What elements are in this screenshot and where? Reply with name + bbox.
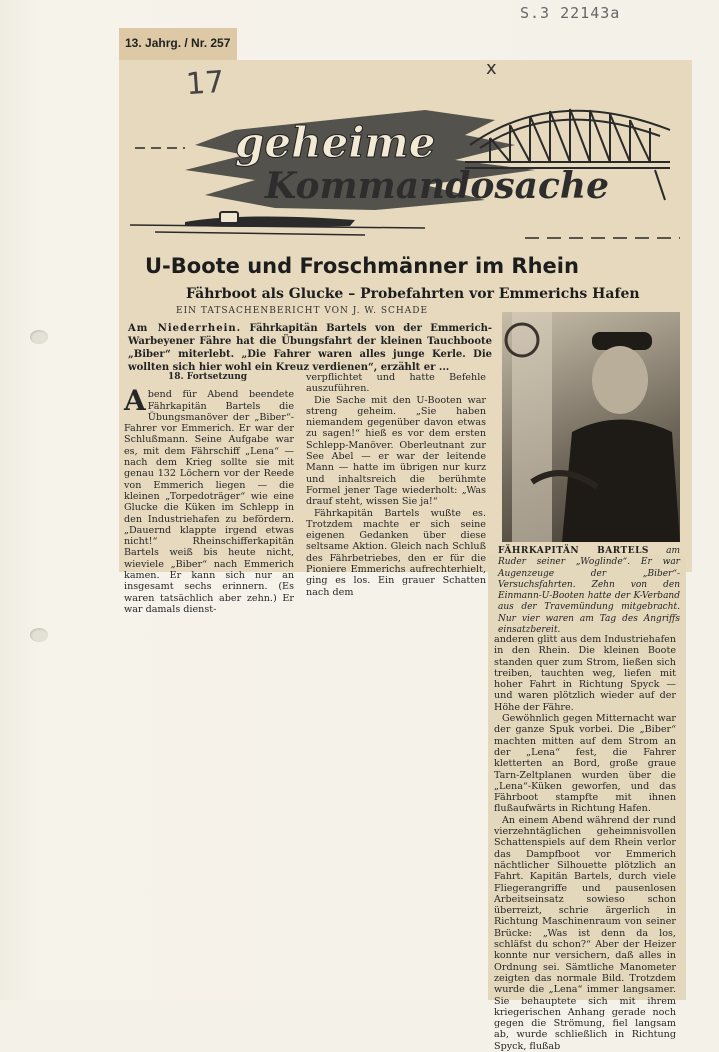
pencil-mark: 17 [184,64,226,103]
archive-number: S.3 22143a [520,4,621,22]
lead-text: Fährkapitän Bartels von der Emmerich-Warbeyener Fähre hat die Übungsfahrt der kleinen Tauchboote „Biber“ miterlebt. „Die Fahrer waren alles junge Kerle. Die wollten sich hier wohl ein Kreuz verdienen“, erzählt er ... [128,323,492,373]
column-1-text: bend für Abend beendete Fährkapitän Bartels die Übungsmanöver der „Biber“-Fahrer vor Emmerich. Er war der Schlußmann. Seine Aufgabe war es, mit dem Fährschiff „Lena“ — nach dem Krieg sollte sie mit genau 132 Löchern vor der Reede von Emmerich liegen — die kleinen „Torpedoträger“ wie eine Glucke die Küken im Schlepp in den Industriehafen zu befördern. „Dauernd klappte irgend etwas nicht!“ Rheinschifferkapitän Bartels weiß bis heute nicht, wieviele „Biber“ nach Emmerich kamen. Er kann sich nur an insgesamt sechs erinnern. (Es waren tatsächlich aber zehn.) Er war damals dienst- [124,389,294,615]
column-3-p1: anderen glitt aus dem Industriehafen in den Rhein. Die kleinen Boote standen quer zum Strom, ließen sich treiben, tauchten weg, liefen mit hoher Fahrt in Richtung Spyck — und waren plötzlich wieder auf der Höhe der Fähre. [494,634,676,713]
issue-number: 13. Jahrg. / Nr. 257 [125,36,231,50]
x-mark: x [486,58,497,79]
report-byline: EIN TATSACHENBERICHT VON J. W. SCHADE [176,306,429,316]
drop-cap: A [124,384,146,418]
punch-hole [30,330,48,344]
article-column-3 [494,634,676,1052]
lead-paragraph [128,322,492,374]
article-column-1 [124,372,294,615]
banner-line-1: geheime [235,118,436,167]
subheadline: Fährboot als Glucke – Probefahrten vor Emmerichs Hafen [186,286,640,302]
caption-lead: FÄHRKAPITÄN BARTELS [498,546,649,556]
column-2-p1: verpflichtet und hatte Befehle auszuführen. [306,372,486,395]
banner-line-2: Kommandosache [265,165,609,207]
submarine-icon [185,212,355,227]
headline: U-Boote und Froschmänner im Rhein [145,254,579,278]
column-3-p2: Gewöhnlich gegen Mitternacht war der ganze Spuk vorbei. Die „Biber“ machten mitten auf dem Strom an der „Lena“ fest, die Fahrer kletterten an Bord, große graue Tarn-Zeltplanen wurden über die „Lena“-Küken geworfen, und das Fährboot stampfte mit ihnen flußaufwärts in Richtung Hafen. [494,713,676,815]
article-column-2 [306,372,486,598]
captain-photo [502,312,680,542]
column-2-p2: Die Sache mit den U-Booten war streng geheim. „Sie haben niemandem gegenüber davon etwas zu sagen!“ hieß es vor dem ersten Schlepp-Manöver. Oberleutnant zur See Abel — er war der leitende Mann — hatte im übrigen nur kurz und inhaltsreich die berühmte Formel jener Tage wiederholt: „Was drauf steht, wissen Sie ja!“ [306,394,486,508]
captain-silhouette-icon [502,312,680,542]
punch-hole [30,628,48,642]
caption-text: am Ruder seiner „Woglinde“. Er war Augenzeuge der „Biber“-Versuchsfahrten. Zehn von den Einmann-U-Booten hatte der K-Verband aus der Travemündung mitgebracht. Nur vier waren am Tag des Angriffs einsatzbereit. [498,546,681,636]
banner-title [225,118,635,207]
lead-dateline: Am Niederrhein. [128,323,242,334]
continuation-label: 18. Fortsetzung [168,372,248,382]
column-3-p3: An einem Abend während der rund vierzehntäglichen geheimnisvollen Schattenspiels auf dem Rhein verlor das Dampfboot vor Emmerich nächtlicher Silhouette plötzlich an Fahrt. Kapitän Bartels, durch viele Fliegerangriffe und pausenlosen Arbeitseinsatz sowieso schon überreizt, schrie ärgerlich in Richtung Maschinenraum von seiner Brücke: „Was ist denn da los, schläfst du schon?“ Aber der Heizer konnte nur versichern, daß alles in Ordnung sei. Sämtliche Manometer zeigten das normale Bild. Trotzdem wurde die „Lena“ immer langsamer. Sie behauptete sich mit ihrem kriegerischen Anhang gerade noch gegen die Strömung, fiel langsam ab, wurde schließlich in Richtung Spyck, flußab [494,814,676,1052]
photo-caption [498,546,680,636]
column-2-p3: Fährkapitän Bartels wußte es. Trotzdem machte er sich seine eigenen Gedanken über diese seltsame Aktion. Gleich nach Schluß des Fährbetriebes, den er für die Pioniere Emmerichs aufrechterhielt, ging es los. Ein grauer Schatten nach dem [306,507,486,598]
